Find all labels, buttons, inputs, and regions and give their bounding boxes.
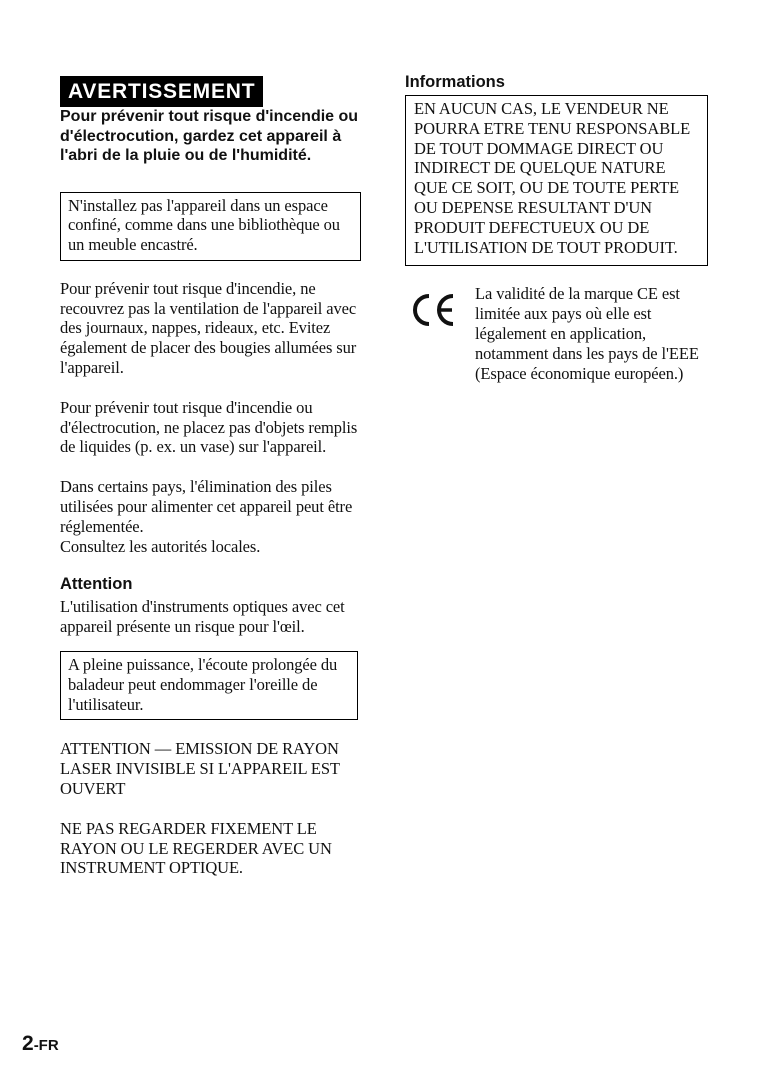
- informations-heading: Informations: [405, 73, 505, 91]
- attention-heading: Attention: [60, 575, 133, 594]
- liability-text: EN AUCUN CAS, LE VENDEUR NE POURRA ETRE TENU RESPONSABLE DE TOUT DOMMAGE DIRECT OU INDIRECT DE QUELQUE NATURE QUE CE SOIT, OU DE TOUTE PERTE OU DEPENSE RESULTANT D'UN PRODUIT DEFECTUEUX OU DE L'UTILISATION DE TOUT PRODUIT.: [414, 99, 691, 257]
- hearing-warning-text: A pleine puissance, l'écoute prolongée du baladeur peut endommager l'oreille de l'utilisateur.: [68, 655, 338, 714]
- laser-optical-warning-text: NE PAS REGARDER FIXEMENT LE RAYON OU LE REGERDER AVEC UN INSTRUMENT OPTIQUE.: [60, 818, 332, 878]
- ce-validity-text: La validité de la marque CE est limitée aux pays où elle est légalement en application, notamment dans les pays de l'EEE (Espace économique européen.): [475, 284, 699, 383]
- hearing-warning-box: [60, 651, 358, 720]
- installation-notice-text: N'installez pas l'appareil dans un espace confiné, comme dans une bibliothèque ou un meuble encastré.: [68, 195, 340, 255]
- page-number: [22, 1032, 59, 1058]
- page-language-suffix: -FR: [33, 1037, 59, 1054]
- page-number-value: 2: [22, 1032, 34, 1055]
- laser-warning-text: ATTENTION — EMISSION DE RAYON LASER INVISIBLE SI L'APPAREIL EST OUVERT: [60, 739, 340, 799]
- liability-box: [405, 95, 708, 266]
- batteries-authorities-text: Consultez les autorités locales.: [60, 536, 261, 556]
- right-column: [405, 72, 707, 414]
- warning-text: Pour prévenir tout risque d'incendie ou d'électrocution, gardez cet appareil à l'abri de la pluie ou de l'humidité.: [60, 108, 359, 164]
- warning-title: AVERTISSEMENT: [60, 76, 263, 107]
- batteries-text: Dans certains pays, l'élimination des piles utilisées pour alimenter cet appareil peut être réglementée.: [60, 477, 353, 536]
- left-column: [60, 76, 360, 878]
- batteries-paragraph: [60, 477, 360, 556]
- ventilation-paragraph: Pour prévenir tout risque d'incendie, ne recouvrez pas la ventilation de l'appareil avec des journaux, nappes, rideaux, etc. Evitez également de placer des bougies allumées sur l'appareil.: [60, 278, 357, 378]
- installation-notice-box: [60, 192, 361, 261]
- liquids-paragraph: Pour prévenir tout risque d'incendie ou d'électrocution, ne placez pas d'objets remplis de liquides (p. ex. un vase) sur l'appareil.: [60, 397, 358, 457]
- attention-text: L'utilisation d'instruments optiques avec cet appareil présente un risque pour l'œil.: [60, 597, 345, 637]
- ce-section: [405, 284, 707, 414]
- ce-mark-icon: [409, 292, 457, 328]
